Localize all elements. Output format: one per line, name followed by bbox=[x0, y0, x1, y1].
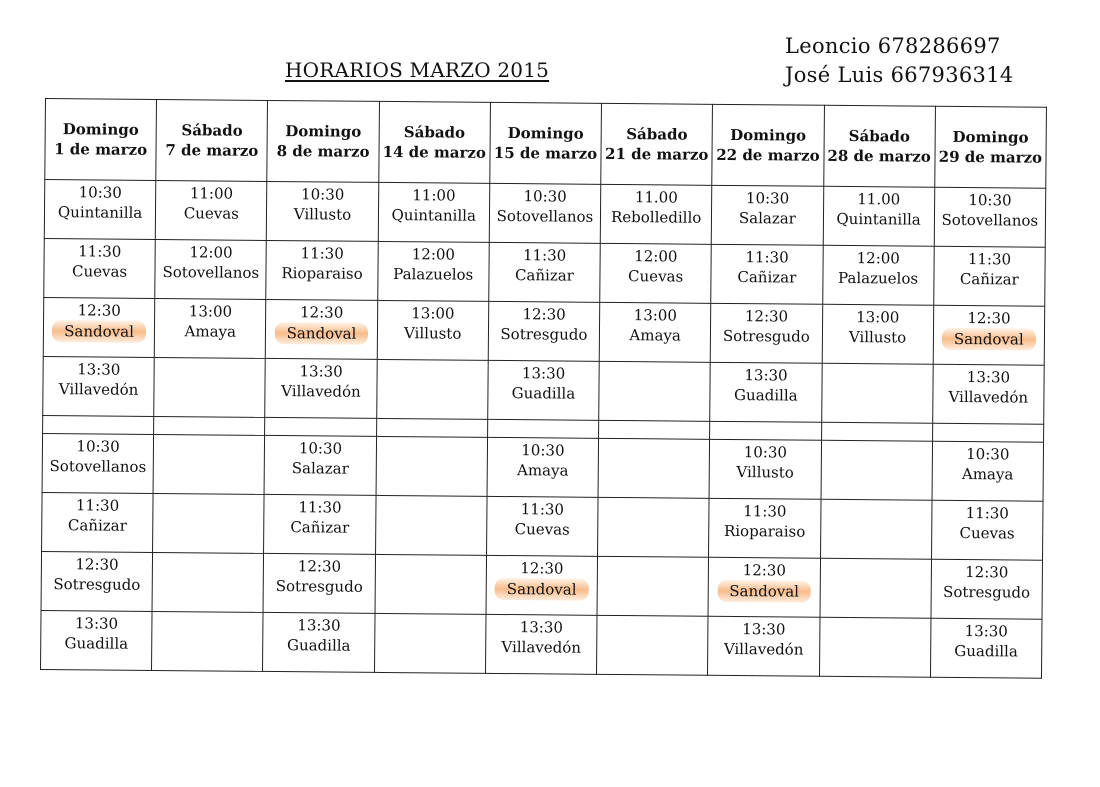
schedule-cell bbox=[263, 553, 375, 613]
schedule-cell bbox=[488, 360, 600, 420]
highlight-marker: Sandoval bbox=[495, 578, 589, 601]
mass-time: 11:30 bbox=[967, 250, 1012, 269]
schedule-cell bbox=[377, 300, 489, 360]
mass-time: 10:30 bbox=[298, 439, 343, 458]
location: Guadilla bbox=[511, 384, 576, 403]
mass-time: 12:30 bbox=[744, 307, 789, 326]
schedule-cell bbox=[932, 441, 1044, 501]
location: Guadilla bbox=[954, 641, 1018, 661]
location: Cuevas bbox=[514, 520, 570, 539]
schedule-table bbox=[40, 98, 1047, 679]
schedule-cell bbox=[599, 302, 711, 362]
column-header bbox=[601, 103, 713, 185]
mass-time: 12:30 bbox=[77, 301, 121, 320]
schedule-cell bbox=[711, 244, 823, 304]
mass-time: 12:00 bbox=[411, 245, 456, 264]
column-header bbox=[712, 104, 824, 186]
schedule-cell bbox=[266, 299, 378, 359]
location: Cañizar bbox=[290, 518, 350, 537]
location: Villavedón bbox=[723, 639, 804, 659]
location: Sotovellanos bbox=[941, 210, 1039, 230]
schedule-cell bbox=[600, 184, 712, 244]
column-day: Domingo bbox=[507, 124, 584, 143]
highlighted-location bbox=[266, 322, 376, 345]
schedule-cell bbox=[932, 364, 1044, 424]
column-header bbox=[156, 99, 268, 181]
location: Villavedón bbox=[58, 380, 139, 399]
mass-time: 13:30 bbox=[966, 368, 1011, 387]
mass-time: 10:30 bbox=[743, 443, 788, 462]
mass-time: 13:00 bbox=[411, 304, 455, 323]
schedule-cell bbox=[930, 618, 1042, 678]
column-day: Domingo bbox=[730, 125, 807, 145]
highlighted-location bbox=[44, 320, 154, 343]
schedule-cell bbox=[154, 357, 266, 417]
schedule-cell bbox=[375, 554, 487, 614]
schedule-cell bbox=[599, 361, 711, 421]
schedule-row bbox=[43, 297, 1044, 365]
schedule-cell bbox=[931, 500, 1043, 560]
mass-time: 13:30 bbox=[521, 364, 566, 383]
schedule-cell bbox=[934, 187, 1046, 247]
separator-cell bbox=[710, 421, 821, 440]
mass-time: 10:30 bbox=[78, 183, 122, 202]
schedule-cell bbox=[822, 245, 934, 305]
schedule-cell bbox=[933, 246, 1045, 306]
location: Cuevas bbox=[959, 523, 1015, 543]
schedule-cell bbox=[709, 439, 821, 499]
schedule-cell bbox=[378, 182, 490, 242]
location: Rioparaiso bbox=[281, 264, 363, 283]
column-header bbox=[45, 99, 157, 181]
location: Cuevas bbox=[628, 267, 684, 286]
schedule-cell bbox=[42, 433, 154, 493]
schedule-cell bbox=[489, 242, 601, 302]
location: Cuevas bbox=[183, 204, 239, 223]
mass-time: 13:00 bbox=[188, 302, 233, 321]
schedule-cell bbox=[267, 181, 379, 241]
column-date: 28 de marzo bbox=[827, 146, 931, 166]
mass-time: 12:00 bbox=[189, 243, 233, 262]
schedule-cell bbox=[485, 614, 597, 674]
highlighted-location bbox=[934, 328, 1044, 351]
location: Villusto bbox=[848, 328, 907, 347]
location: Cañizar bbox=[514, 266, 574, 285]
mass-time: 13:30 bbox=[742, 620, 786, 639]
mass-time: 13:30 bbox=[77, 360, 121, 379]
schedule-cell bbox=[41, 551, 153, 611]
schedule-cell bbox=[598, 497, 710, 557]
highlighted-location bbox=[487, 578, 597, 601]
schedule-cell bbox=[44, 238, 156, 298]
location: Sotovellanos bbox=[496, 206, 594, 226]
schedule-cell bbox=[41, 610, 153, 670]
location: Sotovellanos bbox=[49, 457, 147, 476]
schedule-header bbox=[45, 99, 1047, 189]
separator-cell bbox=[265, 417, 376, 436]
mass-time: 13:30 bbox=[297, 616, 341, 635]
mass-time: 13:30 bbox=[299, 362, 343, 381]
schedule-cell bbox=[377, 241, 489, 301]
mass-time: 13:30 bbox=[519, 618, 564, 637]
mass-time: 12:30 bbox=[520, 559, 564, 578]
column-date: 29 de marzo bbox=[938, 147, 1043, 167]
column-day: Domingo bbox=[952, 127, 1029, 147]
mass-time: 10:30 bbox=[76, 437, 120, 456]
mass-time: 11:30 bbox=[743, 502, 787, 521]
schedule-cell bbox=[264, 435, 376, 495]
location: Cuevas bbox=[71, 262, 128, 281]
highlight-marker: Sandoval bbox=[275, 322, 369, 345]
mass-time: 12:00 bbox=[634, 247, 678, 266]
schedule-cell bbox=[598, 438, 710, 498]
mass-time: 11.00 bbox=[857, 190, 901, 209]
column-day: Sábado bbox=[848, 127, 911, 146]
location: Cañizar bbox=[737, 268, 797, 287]
mass-time: 11:30 bbox=[300, 244, 344, 263]
schedule-cell bbox=[823, 186, 935, 246]
column-day: Domingo bbox=[62, 120, 139, 139]
column-date: 7 de marzo bbox=[165, 141, 259, 160]
schedule-cell bbox=[821, 440, 933, 500]
location: Villusto bbox=[736, 463, 794, 482]
location: Quintanilla bbox=[836, 209, 921, 229]
column-date: 22 de marzo bbox=[716, 145, 820, 165]
schedule-cell bbox=[375, 495, 487, 555]
mass-time: 12:30 bbox=[75, 555, 119, 574]
column-header bbox=[823, 105, 935, 187]
separator-cell bbox=[821, 422, 932, 441]
mass-time: 11:30 bbox=[522, 246, 567, 265]
column-header bbox=[378, 101, 490, 183]
highlight-marker: Sandoval bbox=[942, 328, 1036, 351]
mass-time: 12:30 bbox=[297, 557, 342, 576]
schedule-cell bbox=[153, 493, 265, 553]
mass-time: 12:00 bbox=[856, 249, 900, 268]
mass-time: 11:30 bbox=[75, 496, 120, 515]
column-date: 21 de marzo bbox=[604, 144, 709, 164]
mass-time: 10:30 bbox=[521, 441, 565, 460]
column-date: 15 de marzo bbox=[493, 143, 598, 163]
schedule-cell bbox=[597, 556, 709, 616]
schedule-cell bbox=[709, 498, 821, 558]
location: Rioparaiso bbox=[723, 521, 806, 541]
mass-time: 10:30 bbox=[966, 445, 1010, 464]
mass-time: 11:30 bbox=[78, 242, 122, 261]
location: Cañizar bbox=[67, 516, 127, 535]
column-date: 14 de marzo bbox=[382, 142, 487, 162]
location: Palazuelos bbox=[393, 265, 474, 284]
mass-time: 11:30 bbox=[520, 500, 565, 519]
column-day: Domingo bbox=[285, 122, 362, 141]
location: Guadilla bbox=[286, 636, 351, 655]
schedule-row bbox=[44, 180, 1045, 248]
location: Villusto bbox=[403, 324, 462, 343]
schedule-cell bbox=[486, 496, 598, 556]
mass-time: 10:30 bbox=[301, 185, 345, 204]
schedule-cell bbox=[42, 492, 154, 552]
separator-cell bbox=[376, 418, 487, 437]
mass-time: 13:30 bbox=[964, 622, 1008, 641]
column-date: 1 de marzo bbox=[54, 140, 148, 159]
schedule-cell bbox=[488, 301, 600, 361]
schedule-cell bbox=[708, 616, 820, 676]
schedule-cell bbox=[155, 180, 267, 240]
schedule-cell bbox=[712, 185, 824, 245]
contact-list bbox=[785, 32, 1014, 90]
mass-time: 13:30 bbox=[744, 366, 788, 385]
mass-time: 13:00 bbox=[633, 306, 678, 325]
location: Amaya bbox=[629, 326, 681, 345]
mass-time: 11:30 bbox=[965, 504, 1009, 523]
schedule-cell bbox=[711, 303, 823, 363]
mass-time: 10:30 bbox=[523, 187, 567, 206]
schedule-cell bbox=[44, 180, 156, 240]
location: Villavedón bbox=[281, 382, 361, 401]
location: Sotresgudo bbox=[943, 582, 1031, 602]
column-header bbox=[267, 100, 379, 182]
schedule-body bbox=[41, 180, 1046, 679]
separator-cell bbox=[154, 416, 265, 435]
location: Sotresgudo bbox=[500, 324, 588, 344]
column-header bbox=[490, 102, 602, 184]
mass-time: 12:30 bbox=[742, 561, 787, 580]
schedule-cell bbox=[374, 613, 486, 673]
schedule-cell bbox=[486, 555, 598, 615]
mass-time: 12:30 bbox=[299, 303, 344, 322]
schedule-cell bbox=[43, 297, 155, 357]
schedule-cell bbox=[155, 239, 267, 299]
schedule-cell bbox=[265, 358, 377, 418]
contact-entry: Leoncio 678286697 bbox=[785, 34, 1001, 58]
contact-entry: José Luis 667936314 bbox=[785, 63, 1014, 87]
location: Amaya bbox=[516, 461, 569, 480]
mass-time: 12:30 bbox=[967, 309, 1011, 328]
column-date: 8 de marzo bbox=[276, 142, 370, 161]
schedule-cell bbox=[931, 559, 1043, 619]
mass-time: 11.00 bbox=[634, 188, 678, 207]
separator-cell bbox=[43, 415, 154, 434]
location: Salazar bbox=[291, 459, 349, 478]
column-day: Sábado bbox=[626, 125, 688, 144]
column-day: Sábado bbox=[181, 121, 243, 140]
location: Quintanilla bbox=[57, 203, 143, 222]
schedule-cell bbox=[489, 183, 601, 243]
schedule-row bbox=[43, 356, 1044, 424]
schedule-row bbox=[44, 238, 1045, 306]
mass-time: 10:30 bbox=[745, 189, 790, 208]
mass-time: 13:00 bbox=[856, 308, 900, 327]
schedule-cell bbox=[821, 363, 933, 423]
mass-time: 11:00 bbox=[189, 184, 234, 203]
schedule-cell bbox=[822, 304, 934, 364]
column-header bbox=[935, 106, 1047, 188]
location: Sotresgudo bbox=[275, 577, 363, 596]
location: Salazar bbox=[738, 209, 796, 228]
mass-time: 11:00 bbox=[412, 186, 456, 205]
schedule-cell bbox=[820, 558, 932, 618]
schedule-row bbox=[42, 492, 1043, 560]
document-title: HORARIOS MARZO 2015 bbox=[285, 58, 550, 82]
schedule-cell bbox=[266, 240, 378, 300]
schedule-row bbox=[41, 551, 1042, 619]
column-day: Sábado bbox=[403, 123, 466, 142]
location: Sotresgudo bbox=[53, 575, 141, 594]
mass-time: 11:30 bbox=[745, 248, 789, 267]
header-row bbox=[45, 99, 1047, 189]
schedule-cell bbox=[376, 436, 488, 496]
mass-time: 12:30 bbox=[522, 305, 566, 324]
location: Rebolledillo bbox=[610, 207, 702, 227]
separator-cell bbox=[599, 420, 710, 439]
location: Sotresgudo bbox=[722, 326, 810, 346]
highlight-marker: Sandoval bbox=[717, 580, 811, 603]
schedule-row bbox=[41, 610, 1042, 678]
mass-time: 10:30 bbox=[968, 191, 1012, 210]
location: Sotovellanos bbox=[162, 263, 260, 282]
mass-time: 13:30 bbox=[74, 614, 119, 633]
location: Quintanilla bbox=[391, 206, 477, 225]
location: Cañizar bbox=[959, 269, 1019, 289]
location: Guadilla bbox=[734, 386, 798, 405]
location: Palazuelos bbox=[837, 268, 919, 288]
schedule-cell bbox=[820, 499, 932, 559]
location: Guadilla bbox=[64, 634, 129, 653]
schedule-cell bbox=[154, 298, 266, 358]
schedule-row bbox=[42, 433, 1043, 501]
location: Villusto bbox=[293, 205, 352, 224]
mass-time: 11:30 bbox=[298, 498, 342, 517]
schedule-cell bbox=[487, 437, 599, 497]
highlighted-location bbox=[709, 580, 819, 603]
schedule-cell bbox=[710, 362, 822, 422]
schedule-cell bbox=[153, 434, 265, 494]
schedule-cell bbox=[152, 611, 264, 671]
location: Amaya bbox=[184, 322, 237, 341]
separator-cell bbox=[932, 423, 1043, 442]
separator-cell bbox=[487, 419, 598, 438]
schedule-cell bbox=[264, 494, 376, 554]
location: Villavedón bbox=[948, 387, 1029, 407]
schedule-cell bbox=[43, 356, 155, 416]
schedule-cell bbox=[819, 617, 931, 677]
location: Amaya bbox=[961, 465, 1014, 484]
schedule-cell bbox=[376, 359, 488, 419]
schedule-cell bbox=[263, 612, 375, 672]
schedule-cell bbox=[708, 557, 820, 617]
schedule-cell bbox=[600, 243, 712, 303]
schedule-cell bbox=[933, 305, 1045, 365]
location: Villavedón bbox=[501, 638, 582, 657]
highlight-marker: Sandoval bbox=[52, 320, 146, 343]
mass-time: 12:30 bbox=[965, 563, 1009, 582]
schedule-cell bbox=[597, 615, 709, 675]
schedule-cell bbox=[152, 552, 264, 612]
